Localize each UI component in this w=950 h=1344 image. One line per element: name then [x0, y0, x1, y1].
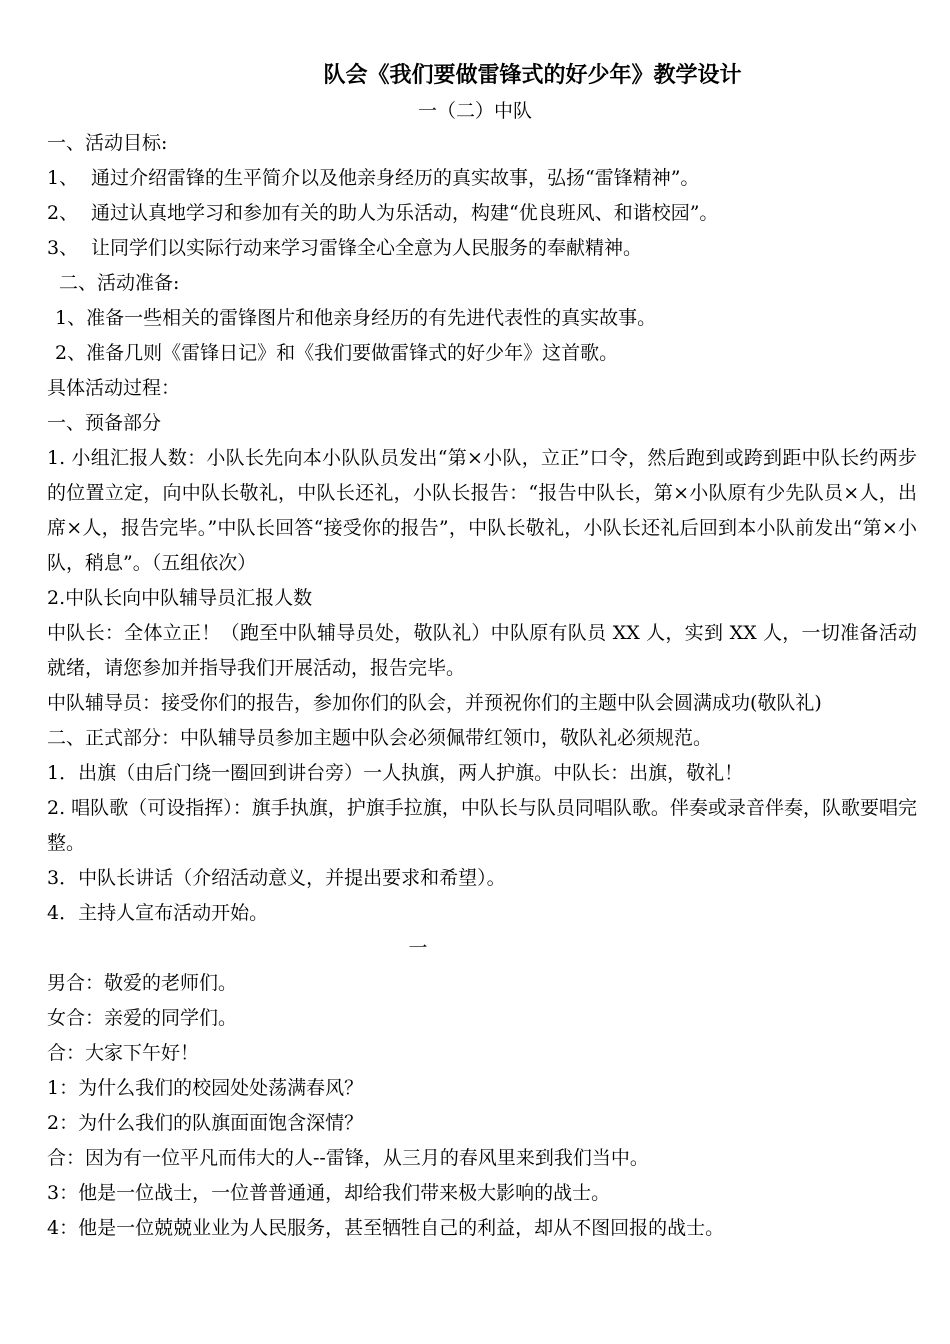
goal-item [47, 196, 917, 231]
dialogue-line: 2：为什么我们的队旗面面饱含深情？ [47, 1112, 364, 1134]
dialogue-line: 女合：亲爱的同学们。 [47, 1007, 238, 1029]
part2-item: 3．中队长讲话（介绍活动意义，并提出要求和希望）。 [47, 867, 506, 889]
captain-report: 中队长：全体立正！（跑至中队辅导员处，敬队礼）中队原有队员 XX 人，实到 XX 人，一切准备活动就绪，请您参加并指导我们开展活动，报告完毕。 [47, 622, 917, 679]
goal-number: 2、 [47, 202, 79, 224]
section-mark: 一 [408, 937, 428, 959]
part2-item: 1．出旗（由后门绕一圈回到讲台旁）一人执旗，两人护旗。中队长：出旗，敬礼！ [47, 762, 744, 784]
dialogue-line: 合：因为有一位平凡而伟大的人--雷锋，从三月的春风里来到我们当中。 [47, 1147, 649, 1169]
part1-item-1: 1. 小组汇报人数：小队长先向本小队队员发出“第×小队，立正”口令，然后跑到或跨到距中队长约两步的位置立定，向中队长敬礼，中队长还礼，小队长报告：“报告中队长，第×小队原有少先队员×人，出席×人，报告完毕。”中队长回答“接受你的报告”，中队长敬礼，小队长还礼后回到本小队前发出“第×小队，稍息”。（五组依次） [47, 447, 917, 574]
goal-text: 让同学们以实际行动来学习雷锋全心全意为人民服务的奉献精神。 [91, 237, 643, 259]
goal-number: 1、 [47, 167, 79, 189]
prep-heading: 二、活动准备: [59, 272, 180, 294]
goal-item [47, 161, 917, 196]
goal-text: 通过认真地学习和参加有关的助人为乐活动，构建“优良班风、和谐校园”。 [91, 202, 719, 224]
part1-heading: 一、预备部分 [47, 412, 162, 434]
counselor-reply: 中队辅导员：接受你们的报告，参加你们的队会，并预祝你们的主题中队会圆满成功(敬队礼) [47, 692, 822, 714]
prep-item: 1、准备一些相关的雷锋图片和他亲身经历的有先进代表性的真实故事。 [55, 307, 657, 329]
part2-item: 4．主持人宣布活动开始。 [47, 902, 269, 924]
dialogue-line: 4：他是一位兢兢业业为人民服务，甚至牺牲自己的利益，却从不图回报的战士。 [47, 1217, 725, 1239]
goal-item [47, 231, 917, 266]
dialogue-line: 男合：敬爱的老师们。 [47, 972, 238, 994]
part2-item: 2. 唱队歌（可设指挥）：旗手执旗，护旗手拉旗，中队长与队员同唱队歌。伴奏或录音伴奏，队歌要唱完整。 [47, 797, 917, 854]
dialogue-line: 3：他是一位战士，一位普普通通，却给我们带来极大影响的战士。 [47, 1182, 611, 1204]
goal-text: 通过介绍雷锋的生平简介以及他亲身经历的真实故事，弘扬“雷锋精神”。 [91, 167, 700, 189]
prep-item: 2、准备几则《雷锋日记》和《我们要做雷锋式的好少年》这首歌。 [55, 342, 619, 364]
dialogue-line: 合：大家下午好！ [47, 1042, 200, 1064]
document-body [47, 126, 917, 1246]
part1-item-2: 2.中队长向中队辅导员汇报人数 [47, 587, 313, 609]
goals-heading: 一、活动目标: [47, 132, 168, 154]
goal-number: 3、 [47, 237, 79, 259]
part2-heading: 二、正式部分：中队辅导员参加主题中队会必须佩带红领巾，敬队礼必须规范。 [47, 727, 713, 749]
document-title: 队会《我们要做雷锋式的好少年》教学设计 [323, 62, 742, 88]
process-heading: 具体活动过程： [47, 377, 181, 399]
dialogue-line: 1：为什么我们的校园处处荡满春风？ [47, 1077, 364, 1099]
document-subtitle: 一（二）中队 [417, 100, 532, 122]
